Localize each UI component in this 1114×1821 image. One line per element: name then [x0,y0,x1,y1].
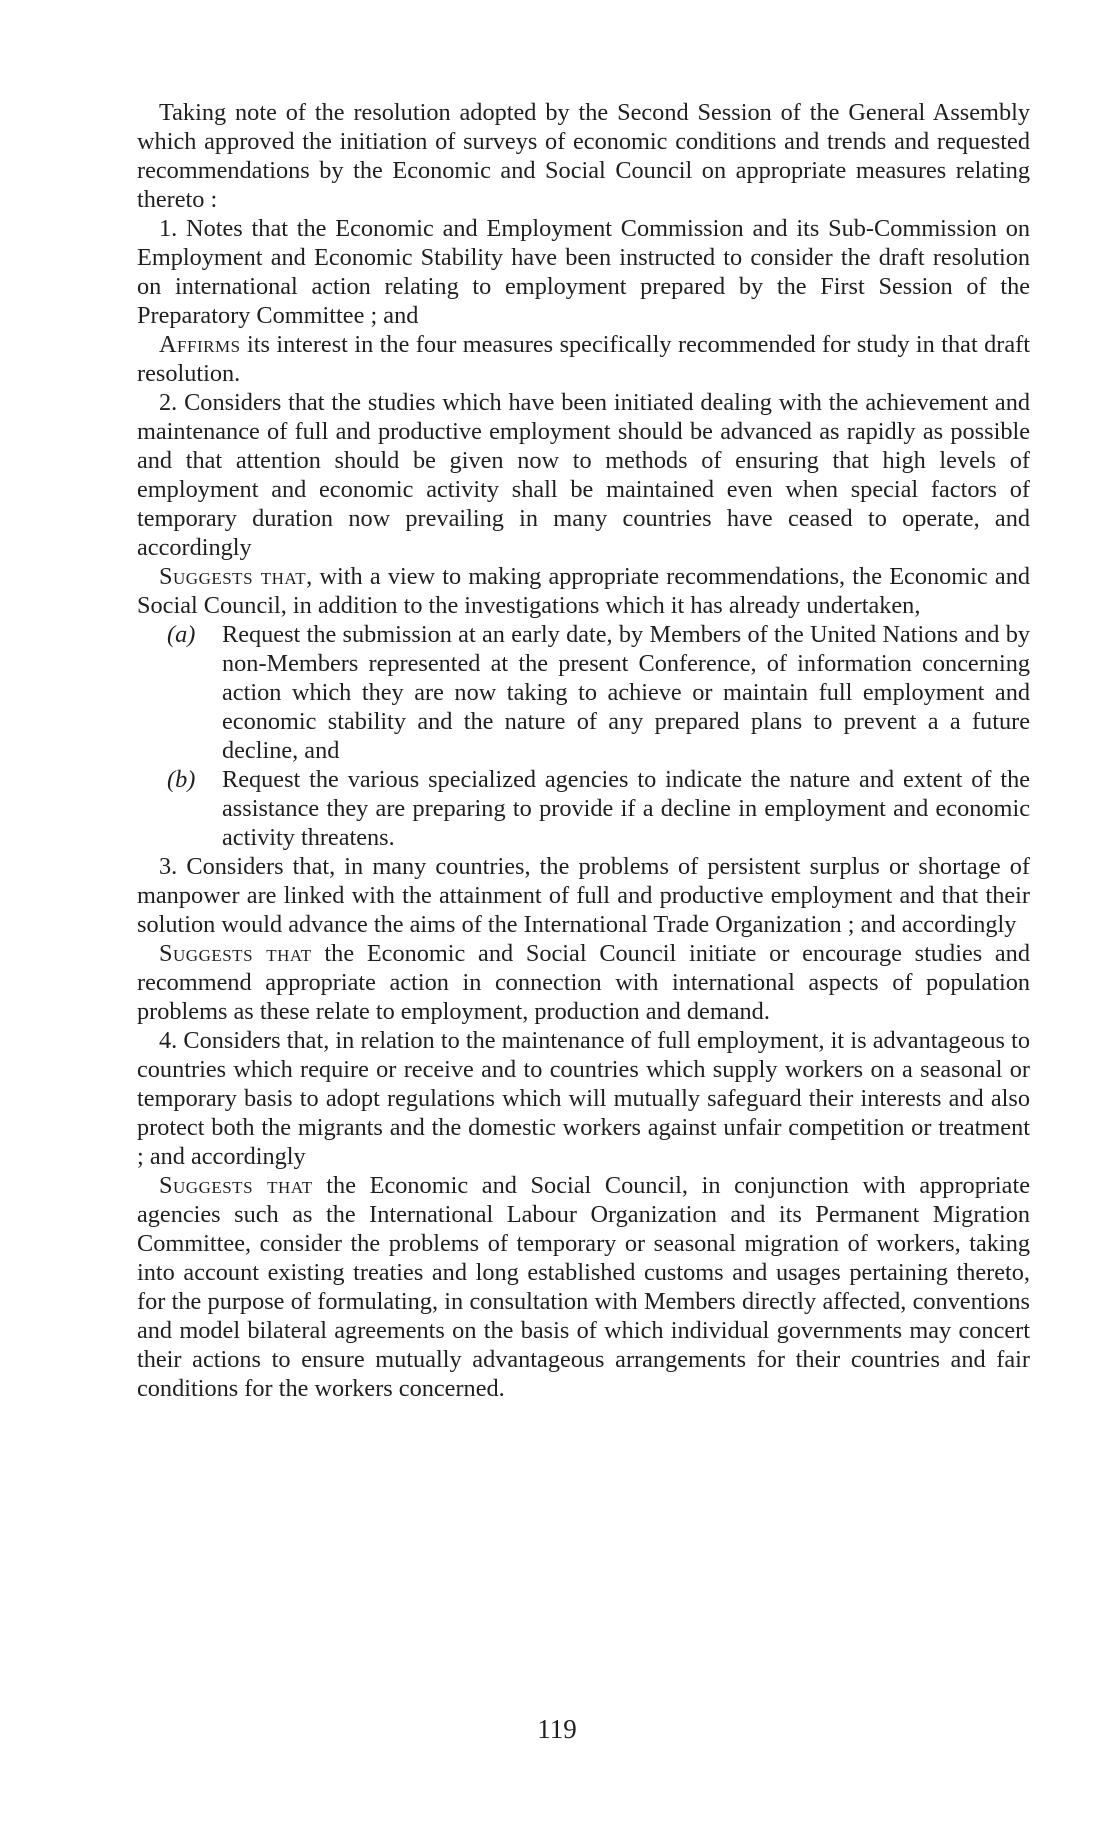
item-2-number: 2. [159,389,178,416]
item-1-text: Notes that the Economic and Employment Commission and its Sub-Commission on Employment and Economic Stability have been instructed to consider the draft resolution on international action relating to employment prepared by the First Session of the Preparatory Committee ; and [137,215,1030,329]
item-2-verb: Suggests that [159,563,307,590]
item-2-paragraph [137,388,1030,562]
item-2-verb-text: , with a view to making appropriate recommendations, the Economic and Social Council, in addition to the investigations which it has already undertaken, [137,563,1030,619]
item-4-verb-text: the Economic and Social Council, in conjunction with appropriate agencies such as the International Labour Organization and its Permanent Migration Committee, consider the problems of temporary or seasonal migration of workers, taking into account existing treaties and long established customs and usages pertaining thereto, for the purpose of formulating, in consultation with Members directly affected, conventions and model bilateral agreements on the basis of which individual governments may concert their actions to ensure mutually advantageous arrangements for their countries and fair conditions for the workers concerned. [137,1172,1030,1402]
item-4-paragraph [137,1026,1030,1171]
item-4-number: 4. [159,1027,178,1054]
item-3-verb: Suggests that [159,940,312,967]
item-2-operative [137,562,1030,620]
item-3-operative [137,939,1030,1026]
item-1-operative [137,330,1030,388]
item-1-verb: Affirms [159,331,241,358]
sub-b-text: Request the various specialized agencies to indicate the nature and extent of the assistance they are preparing to provide if a decline in employment and economic activity threatens. [222,766,1030,851]
item-1-number: 1. [159,215,178,242]
item-3-verb-text: the Economic and Social Council initiate or encourage studies and recommend appropriate action in connection with international aspects of population problems as these relate to employment, production and demand. [137,940,1030,1025]
sub-b-label: (b) [167,766,196,793]
item-1-verb-text: its interest in the four measures specifically recommended for study in that draft resolution. [137,331,1031,387]
item-4-operative [137,1171,1030,1403]
item-3-number: 3. [159,853,178,880]
item-3-text: Considers that, in many countries, the problems of persistent surplus or shortage of manpower are linked with the attainment of full and productive employment and that their solution would advance the aims of the International Trade Organization ; and accordingly [137,853,1030,938]
sub-a-text: Request the submission at an early date, by Members of the United Nations and by non-Members represented at the present Conference, of information concerning action which they are now taking to achieve or maintain full employment and economic stability and the nature of any prepared plans to prevent a a future decline, and [222,621,1030,764]
item-4-verb: Suggests that [159,1172,313,1199]
item-2-sub-a [137,620,1030,765]
sub-a-label: (a) [167,621,196,648]
resolution-text [137,98,1030,1403]
page-number: 119 [537,1714,577,1744]
item-1-paragraph [137,214,1030,330]
item-2-text: Considers that the studies which have been initiated dealing with the achievement and maintenance of full and productive employment should be advanced as rapidly as possible and that attention should be given now to methods of ensuring that high levels of employment and economic activity shall be maintained even when special factors of temporary duration now prevailing in many countries have ceased to operate, and accordingly [137,389,1031,561]
item-4-text: Considers that, in relation to the maintenance of full employment, it is advantageous to countries which require or receive and to countries which supply workers on a seasonal or temporary basis to adopt regulations which will mutually safeguard their interests and also protect both the migrants and the domestic workers against unfair competition or treatment ; and accordingly [137,1027,1031,1170]
item-3-paragraph [137,852,1030,939]
intro-paragraph: Taking note of the resolution adopted by the Second Session of the General Assembly which approved the initiation of surveys of economic conditions and trends and requested recommendations by the Economic and Social Council on appropriate measures relating thereto : [137,99,1030,213]
item-2-sub-b [137,765,1030,852]
